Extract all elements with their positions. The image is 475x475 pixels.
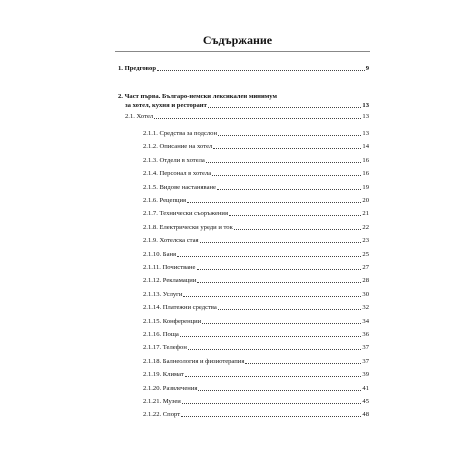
toc-entry-part-one[interactable] <box>118 93 369 110</box>
toc-item-page: 37 <box>362 357 369 365</box>
toc-entry-label: 1. Предговор <box>118 65 157 72</box>
dot-leader <box>197 268 362 270</box>
dot-leader <box>213 147 361 149</box>
toc-item-page: 41 <box>362 384 369 392</box>
toc-entry-page: 13 <box>362 101 369 109</box>
toc-item-label: 2.1.17. Телефон <box>143 344 187 352</box>
toc-item-page: 16 <box>362 156 369 164</box>
dot-leader <box>217 188 361 190</box>
toc-entry-page: 13 <box>362 113 369 120</box>
dot-leader <box>206 161 362 163</box>
toc-item-label: 2.1.5. Видове настаняване <box>143 183 216 191</box>
page-title: Съдържание <box>202 33 273 47</box>
dot-leader <box>197 281 361 283</box>
toc-item-page: 32 <box>362 304 369 312</box>
dot-leader <box>218 308 362 310</box>
dot-leader <box>212 174 361 176</box>
toc-item-label: 2.1.4. Персонал в хотела <box>143 170 212 178</box>
dot-leader <box>198 389 361 391</box>
toc-item-page: 34 <box>362 317 369 325</box>
dot-leader <box>234 228 362 230</box>
toc-item[interactable] <box>143 143 369 151</box>
toc-entry-preface[interactable] <box>118 65 369 73</box>
toc-item[interactable] <box>143 331 369 339</box>
toc-item[interactable] <box>143 170 369 178</box>
toc-item[interactable] <box>143 237 369 245</box>
dot-leader <box>202 322 361 324</box>
toc-item-label: 2.1.15. Конференции <box>143 317 202 325</box>
toc-item-page: 21 <box>362 210 369 218</box>
toc-item-label: 2.1.21. Музеи <box>143 398 181 405</box>
toc-item-page: 48 <box>362 411 369 419</box>
toc-item-label: 2.1.19. Климат <box>143 371 184 379</box>
toc-entry-line2 <box>125 102 369 111</box>
toc-item[interactable] <box>143 371 369 379</box>
toc-item-label: 2.1.7. Технически съоръжения <box>143 210 228 218</box>
toc-item-label: 2.1.12. Рекламации <box>143 277 197 285</box>
toc-item[interactable] <box>143 318 369 326</box>
toc-item[interactable] <box>143 304 369 312</box>
toc-item-label: 2.1.11. Почистване <box>143 264 196 271</box>
toc-item-page: 25 <box>362 250 369 258</box>
dot-leader <box>200 241 362 243</box>
toc-item[interactable] <box>143 264 369 272</box>
toc-item-page: 19 <box>362 183 369 191</box>
toc-item[interactable] <box>143 411 369 419</box>
toc-item[interactable] <box>143 224 369 232</box>
toc-item-page: 30 <box>362 290 369 298</box>
dot-leader <box>185 375 362 377</box>
toc-item[interactable] <box>143 344 369 352</box>
dot-leader <box>229 214 361 216</box>
toc-item-page: 20 <box>362 197 369 204</box>
dot-leader <box>181 415 361 417</box>
toc-item-label: 2.1.13. Услуги <box>143 290 183 298</box>
toc-item[interactable] <box>143 157 369 165</box>
toc-item[interactable] <box>143 184 369 192</box>
dot-leader <box>245 362 361 364</box>
toc-entry-label-line1: 2. Част първа. Българо-немски лексикален минимум <box>118 93 277 100</box>
toc-item-page: 14 <box>362 143 369 151</box>
toc-item-label: 2.1.9. Хотелска стая <box>143 237 199 245</box>
toc-item-label: 2.1.1. Средства за подслон <box>143 130 217 137</box>
dot-leader <box>208 106 362 108</box>
toc-item[interactable] <box>143 130 369 138</box>
toc-item-label: 2.1.20. Развлечения <box>143 384 198 392</box>
toc-item-label: 2.1.14. Платежни средства <box>143 304 217 312</box>
toc-item-label: 2.1.2. Описание на хотел <box>143 143 213 151</box>
toc-item[interactable] <box>143 251 369 259</box>
toc-item-label: 2.1.8. Електрически уреди и ток <box>143 223 233 231</box>
dot-leader <box>154 117 361 119</box>
toc-item-page: 27 <box>362 264 369 271</box>
toc-item-page: 16 <box>362 170 369 178</box>
toc-item[interactable] <box>143 291 369 299</box>
toc-item[interactable] <box>143 398 369 406</box>
dot-leader <box>188 348 362 350</box>
toc-item-label: 2.1.3. Отдели в хотела <box>143 156 205 164</box>
toc-item[interactable] <box>143 358 369 366</box>
toc-entry-page: 9 <box>365 65 369 72</box>
toc-item-page: 37 <box>362 344 369 352</box>
toc-item-page: 23 <box>362 237 369 245</box>
toc-item-page: 39 <box>362 371 369 379</box>
toc-item-label: 2.1.10. Баня <box>143 250 177 258</box>
toc-item-label: 2.1.22. Спорт <box>143 411 181 419</box>
dot-leader <box>218 134 361 136</box>
toc-entry-label: 2.1. Хотел <box>125 113 154 120</box>
toc-item-page: 36 <box>362 331 369 338</box>
toc-item-page: 13 <box>362 130 369 137</box>
toc-item-label: 2.1.18. Балнеология и физиотерапия <box>143 357 245 365</box>
toc-item-label: 2.1.6. Рецепция <box>143 197 187 204</box>
dot-leader <box>187 201 361 203</box>
toc-item-label: 2.1.16. Поща <box>143 331 179 338</box>
toc-item[interactable] <box>143 197 369 205</box>
dot-leader <box>183 295 361 297</box>
toc-entry-hotel[interactable] <box>125 113 369 121</box>
toc-item-page: 22 <box>362 223 369 231</box>
toc-item[interactable] <box>143 210 369 218</box>
toc-item-page: 45 <box>362 398 369 405</box>
toc-item[interactable] <box>143 277 369 285</box>
dot-leader <box>180 335 362 337</box>
toc-item[interactable] <box>143 385 369 393</box>
toc-entry-label-line2: за хотел, кухня и ресторант <box>125 101 207 109</box>
dot-leader <box>157 69 365 71</box>
dot-leader <box>182 402 362 404</box>
dot-leader <box>177 255 361 257</box>
toc-item-page: 28 <box>362 277 369 285</box>
